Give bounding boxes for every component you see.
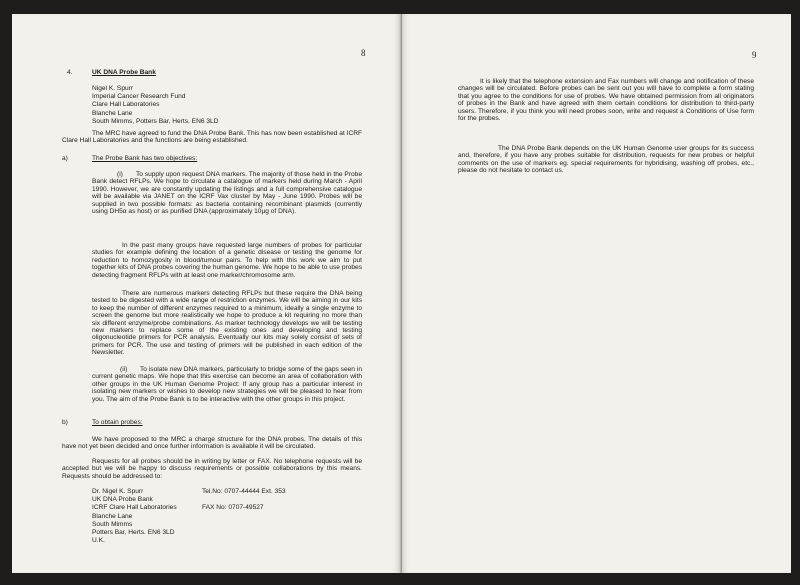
objective-i-text: To supply upon request DNA markers. The majority of those held in the Probe Bank detect RFLPs. We hope to circulate a catalogue of markers held during March - April 1990. However, we are constantly updating the listings and a full comprehensive catalogue will be available via JANET on the ICRF Vax cluster by May - June 1990. Probes will be supplied in two possible formats: as bacteria containing recombinant plasmids (currently using DH5α as host) or as purified DNA (approximately 10µg of DNA).	[92, 171, 363, 216]
section-number: 4.	[67, 69, 73, 76]
section-b-label: b)	[62, 419, 68, 426]
paragraph: There are numerous markers detecting RFLPs but these require the DNA being tested to be digested with a wide range of restriction enzymes. We will be aiming in our kits to keep the number of different enzymes required to a minimum, ideally a single enzyme to screen the genome but more realistically we hope to produce a kit requiring no more than six different enzyme/probe combinations. As marker technology develops we will be testing new markers to replace some of the existing ones and developing and testing oligonucleotide primers for PCR analysis. Eventually our kits may solely consist of sets of primers for PCR. The use and testing of primers will be published in each edition of the Newsletter.	[92, 290, 362, 357]
paragraph: In the past many groups have requested large numbers of probes for particular studies for example defining the location of a genetic disease or testing the genome for reduction to homozygosity in blood/tumour pairs. To help with this work we aim to put together kits of DNA probes covering the human genome. We hope to be able to use probes detecting fragment RFLPs with at least one marker/chromosome arm.	[92, 242, 362, 279]
author-line: Blanche Lane	[92, 109, 133, 117]
address-line: Blanche Lane	[92, 512, 133, 520]
address-block	[92, 488, 177, 545]
paragraph: The DNA Probe Bank depends on the UK Human Genome user groups for its success and, therefore, if you have any probes suitable for distribution, requests for new probes or helpful comments on the use of markers eg. special requirements for hybridising, washing off probes, etc., please do not hesitate to contact us.	[458, 145, 754, 175]
page-number: 9	[752, 50, 757, 60]
author-line: Nigel K. Spurr	[92, 85, 134, 92]
paragraph: Requests for all probes should be in writing by letter or FAX. No telephone requests will be accepted but we will be happy to discuss requirements or possible collaborations by this means. Requests should be addressed to:	[62, 458, 362, 480]
section-a-label: a)	[62, 155, 68, 162]
document-spread	[12, 14, 791, 573]
address-line: U.K.	[92, 537, 105, 545]
author-line: Clare Hall Laboratories	[92, 101, 160, 109]
address-line: Dr. Nigel K. Spurr	[92, 488, 144, 495]
author-block	[92, 85, 218, 126]
author-line: Imperial Cancer Research Fund	[92, 93, 186, 101]
left-page	[12, 14, 401, 573]
section-a-heading: The Probe Bank has two objectives:	[92, 155, 198, 162]
author-line: South Mimms, Potters Bar, Herts. EN6 3LD	[92, 117, 219, 125]
page-number: 8	[361, 48, 366, 58]
paragraph: It is likely that the telephone extension and Fax numbers will change and notification of these changes will be circulated. Before probes can be sent out you will have to complete a form stating that you agree to the conditions for use of probes. We have obtained permission from all originators of probes in the Bank and have agreed with them certain conditions for distribution to third-party users. Therefore, if you think you will need probes soon, write and request a Conditions of Use form for the probes.	[458, 78, 754, 123]
contact-block	[202, 488, 286, 512]
address-line: ICRF Clare Hall Laboratories	[92, 504, 177, 512]
fax-number: FAX No: 0707-49527	[202, 504, 264, 512]
telephone-number: Tel.No: 0707-44444 Ext. 353	[202, 488, 286, 495]
address-line: South Mimms	[92, 520, 133, 528]
address-line: UK DNA Probe Bank	[92, 496, 153, 504]
section-title: UK DNA Probe Bank	[92, 69, 156, 76]
objective-i-number: (i)	[117, 171, 123, 178]
intro-paragraph: The MRC have agreed to fund the DNA Probe Bank. This has now been established at ICRF Clare Hall Laboratories and the functions are being established.	[62, 130, 363, 145]
objective-ii-text: To isolate new DNA markers, particularly to bridge some of the gaps seen in current genetic maps. We hope that this exercise can become an area of collaboration with other groups in the UK Human Genome Project: If any group has a particular interest in isolating new markers or wishes to develop new strategies we will be pleased to hear from you. The aim of the Probe Bank is to be interactive with the other groups in this project.	[92, 366, 362, 403]
objective-ii-number: (ii)	[120, 366, 128, 373]
section-b-heading: To obtain probes:	[92, 419, 143, 426]
right-page	[401, 14, 791, 573]
paragraph: We have proposed to the MRC a charge structure for the DNA probes. The details of this have not yet been decided and once further information is available it will be circulated.	[62, 436, 362, 451]
address-line: Potters Bar, Herts. EN6 3LD	[92, 529, 175, 537]
